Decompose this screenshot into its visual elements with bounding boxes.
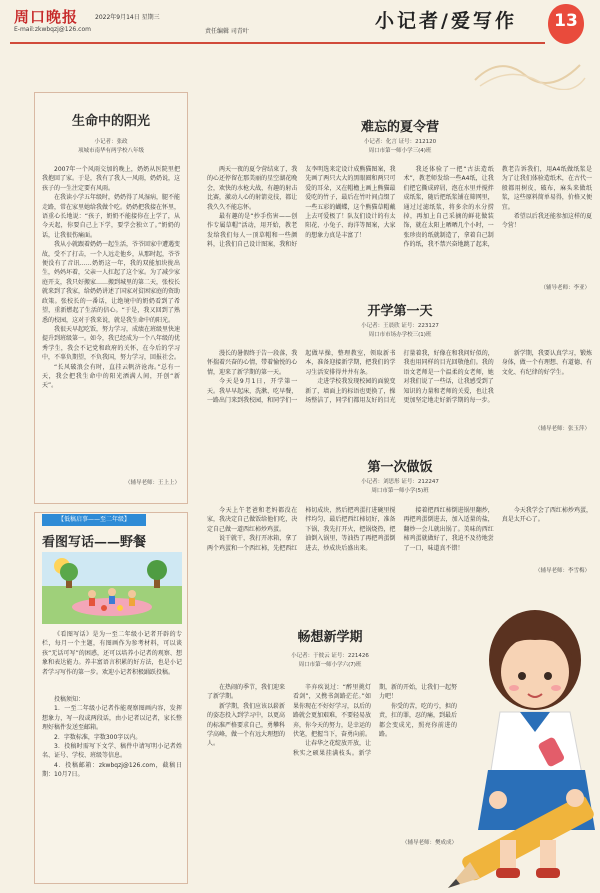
reporter-school: 项城市南华有两学校八年级: [77, 148, 144, 154]
tutor-credit: （辅导老师：樊成成）: [401, 840, 457, 846]
article-body: [207, 165, 592, 292]
paragraph: 新学期，我要认真学习，锻炼身体，做一个有理想、有道德、有文化、有纪律的好学生。: [501, 350, 592, 376]
paragraph: “长风破浪会有时，直挂云帆济沧海。”总有一天，我会把我生命中的阳光洒满人间，开创“新天”。: [42, 363, 180, 390]
article-body: [207, 349, 592, 421]
article-body: [42, 165, 180, 475]
paragraph: 今天上午老爸和老妈都没在家，我决定自己做饭给他们吃，决定自己做一道西红柿炒鸡蛋。: [207, 507, 298, 533]
reporter-school: 周口市市场办学校三(1)班: [368, 331, 432, 338]
paragraph: 漫长的暑假终于告一段落，我怀揣着兴奋的心情，带着愉悦的心情，迎来了新学期的第一天。: [207, 350, 298, 376]
paragraph: 在我读小学五年级时，奶奶得了风湿病，腿不能走路，常在家里她给我做个吃。奶奶把我接在怀里，语重心长地说：“孩子，奶奶不能接你在上学了，从今天起，你要自己上下学，要学会独立了。”奶奶的话，让我很伤痛面。: [42, 194, 180, 239]
header-rule: [10, 42, 545, 44]
picnic-illustration: [42, 552, 182, 624]
section-title: 小记者/爱写作: [375, 10, 517, 32]
paragraph: 我很天早起吃饭，努力学习，成绩在班级里快速提升到班级第一。如今，我已经成为一个八年级的优秀学生，我会不记党和政府的关怀，在今后的学习中，不辜负期望，不负我国，努力学习，回报社会。: [42, 325, 180, 362]
article-title: 看图写话——野餐: [42, 535, 147, 550]
paragraph: 2007年一个风雨交加的晚上，奶奶从医院里把我抱回了家。于是，我有了我人一风雨，奶奶说，这孩子的一生注定要有风雨。: [42, 166, 180, 192]
paragraph: 说干就干，我打开冰箱，拿了两个鸡蛋和一个西红柿，先把西红柿切成块，然后把鸡蛋打进碗里搅拌均匀，最后把西红柿切好，准备下锅，我先打开火，把锅烧热，把油倒入锅里，等油热了再把鸡蛋倒进去，炒成块后盛出来。: [207, 507, 396, 552]
paragraph: 接着把西红柿倒进锅里翻炒，再把鸡蛋倒进去，加入适量的盐，翻炒一会儿就出锅了。美味的西红柿鸡蛋就做好了，我迫不及待地尝了一口，味道真不错！: [403, 507, 494, 552]
article-byline: [205, 652, 455, 669]
rule-item: 2．字数标准，字数300字以内。: [54, 733, 142, 741]
reporter-name: 小记者：刘思彤 证号：212247: [361, 479, 439, 485]
submission-tag: 【低稿启事——至二年级】: [42, 514, 146, 526]
article-title: 难忘的夏令营: [360, 120, 439, 135]
paragraph: 《看图写话》是为一至二年级小记者开辟的专栏，每月一个主题，有图画作为参考材料，可以谈孩“无话可写”的困惑，还可以培养小记者的观察、想象和表达能力。养丰富语言积累的好方法，也是小记者学习写作的第一步。欢迎小记者积极踊跃投稿。: [42, 631, 182, 676]
reporter-name: 小记者：于彼云 证号：221426: [291, 653, 369, 659]
rule-item: 1．一至二年级小记者作能观察图画内容，发挥想象力，写一段或两段话，由小记者以记者，家长整理好稿件发送至邮箱。: [42, 705, 182, 732]
paragraph: 在热闹的季节，我们迎来了新学期。: [207, 684, 286, 701]
article-byline: [34, 138, 188, 156]
paragraph: 新学期，我们应该以崭新的姿态投入到学习中，以更高的标准严格要求自己，勇攀科学高峰，做一个有远大理想的人。: [207, 702, 286, 748]
tutor-credit: （辅导老师：张玉萍）: [534, 426, 590, 432]
page-number-badge: [546, 2, 586, 46]
issue-editors: 责任编辑 司青叶: [205, 28, 249, 35]
paragraph: 最有趣的是“抄手伤害——创作专属草帽”活动，用开始，教老发给我们每人一顶草帽和一些颜料，让我们自己设计图案，我和好友李明选来定设计成熊猫图案，我先画了两只大大的黑眼圈和两只可爱的耳朵，又在帽檐上画上熊猫最爱吃的竹子，最后在竹叶间点缀了一些五彩的蝴蝶，这个熊猫草帽戴上去可爱极了！队友们设计的有太阳花、小兔子、海洋等图案，大家的想象力真是丰富了！: [207, 166, 396, 249]
article-title: 生命中的阳光: [71, 114, 150, 129]
reporter-school: 周口市第一师小学三(4)班: [368, 147, 432, 154]
article-body: [42, 630, 182, 690]
reporter-name: 小记者：化言 证号：212120: [363, 139, 437, 145]
reporter-school: 周口市第一师小学(5)班: [371, 487, 429, 494]
reporter-school: 周口市第一师小学六(7)班: [298, 661, 362, 668]
tutor-credit: （辅导老师：王上上）: [124, 480, 180, 486]
article-title: 第一次做饭: [367, 460, 433, 475]
paragraph: 我从小就跟着奶奶一起生活，爷爷回家中遭遇变故，受不了打击，一个人远走他乡，从那时起，爷爷便没有了音讯……奶奶这一年，我的双能加块拢出生，妈妈坏着，父亲一人扛起了这个家。为了减少家庭开支，我只好搬家……搬到城里的第二天，张校长就来到了我家，给奶奶讲述了国家对贫困家庭的资助政策。张校长的一番话，让绝境中的奶奶看到了希望，重新燃起了生活的信心。“于是，我又回到了熟悉的校园，这对于我来说，就是我生命中的阳光。: [42, 241, 180, 324]
paragraph: 希望以后我还能参加这样的夏令营！: [501, 213, 592, 230]
article-title: 畅想新学期: [297, 630, 363, 645]
article-body: [207, 506, 592, 566]
article-title: 开学第一天: [367, 304, 433, 319]
article-byline: [205, 138, 595, 155]
rule-item: 4．投稿邮箱：zkwbqzj@126.com，截稿日期：10月7日。: [42, 761, 182, 779]
paragraph: 我还体验了一把“古法造纸术”，教老师发给一些A4纸，让我们把它撕成碎屑，泡在水里并搅拌成纸浆，随后把纸浆铺在筛网里，通过过滤纸浆，将多余的水分捞掉，再加上自己采摘的鲜花做装饰，就在太阳上晒晒几个小时，一张珍贵的纸就制造了，拿着自己制作的纸，我不禁兴奋地跳了起来，教老告诉我们，用A4纸做纸浆是为了让我们体验造纸术，在古代一般都用树皮，破布，麻头来做纸浆，这些原料简单易得，价格又便宜。: [403, 166, 592, 249]
decorative-swirl-icon: [470, 50, 590, 90]
submission-rules: [42, 695, 182, 865]
reporter-name: 小记者：王晨欣 证号：223127: [361, 323, 439, 329]
paragraph: 你受的苦，吃的亏，担的责，扛的罪，忍的痛，到最后都会变成光，照亮你前进的路。: [379, 702, 457, 739]
paragraph: 让春华之花绽放开放，让秋实之硕果挂满枝头。新学期，新的开始，让我们一起努力吧！: [293, 684, 457, 757]
rule-item: 3．投稿时需写下文学、稿件中请写明小记者姓名、证号、学校、班级等信息。: [42, 743, 182, 760]
issue-date: 2022年9月14日 星期三: [95, 14, 160, 21]
paragraph: 走进学校我发现校园的面貌变新了，墙面上的标语也更换了，操场整洁了，同学们都用友好的目光打量着我，好像在和我问好似的，我也用同样的目光回敬他们。我的语文老师是一个温柔的女老师，她对我们说了一些话，让我感受到了知识的力量和老师的关爱，也让我更加坚定地走好新学期的每一步。: [305, 350, 494, 405]
masthead-logo: 周口晚报: [14, 8, 79, 26]
page-number: 13: [554, 11, 578, 31]
girl-with-pencil-illustration: [440, 600, 600, 893]
masthead-email: E-mail:zkwbqzj@126.com: [14, 26, 91, 33]
reporter-name: 小记者：张政: [94, 139, 128, 145]
paragraph: 辛弃疾说过：“醉里挑灯看剑”，又携书剑路茫茫。”如果你现在不好好学习，以后的路就会更加艰难，不要轻易放弃，你今天的努力，是幸运的伏笔，把握当下，奋勇向前。: [293, 684, 372, 739]
paragraph: 今天是9月1日，开学第一天。我早早起床，洗漱、吃早餐，一路出门来到我校园，和同学们一起做早操，整理教室，领取新书本，准备迎接新学期，把我们的学习生活安排得井井有条。: [207, 350, 396, 405]
paragraph: 今天我学会了西红柿炒鸡蛋，真是太开心了。: [501, 507, 592, 524]
paragraph: 两天一夜的夏令营结束了，我的心还停留在那美丽的星空湖花晚会，欢快的水枪大战，有趣的射击比赛，激动人心的射箭竞技，都让我久久不能忘怀。: [207, 166, 298, 211]
article-byline: [205, 478, 595, 495]
article-body: [207, 683, 457, 833]
tutor-credit: （辅导老师：李雪梅）: [534, 568, 590, 574]
tutor-credit: （辅导老师：李亚）: [540, 285, 590, 291]
rules-title: 投稿须知：: [54, 696, 85, 703]
article-byline: [205, 322, 595, 339]
